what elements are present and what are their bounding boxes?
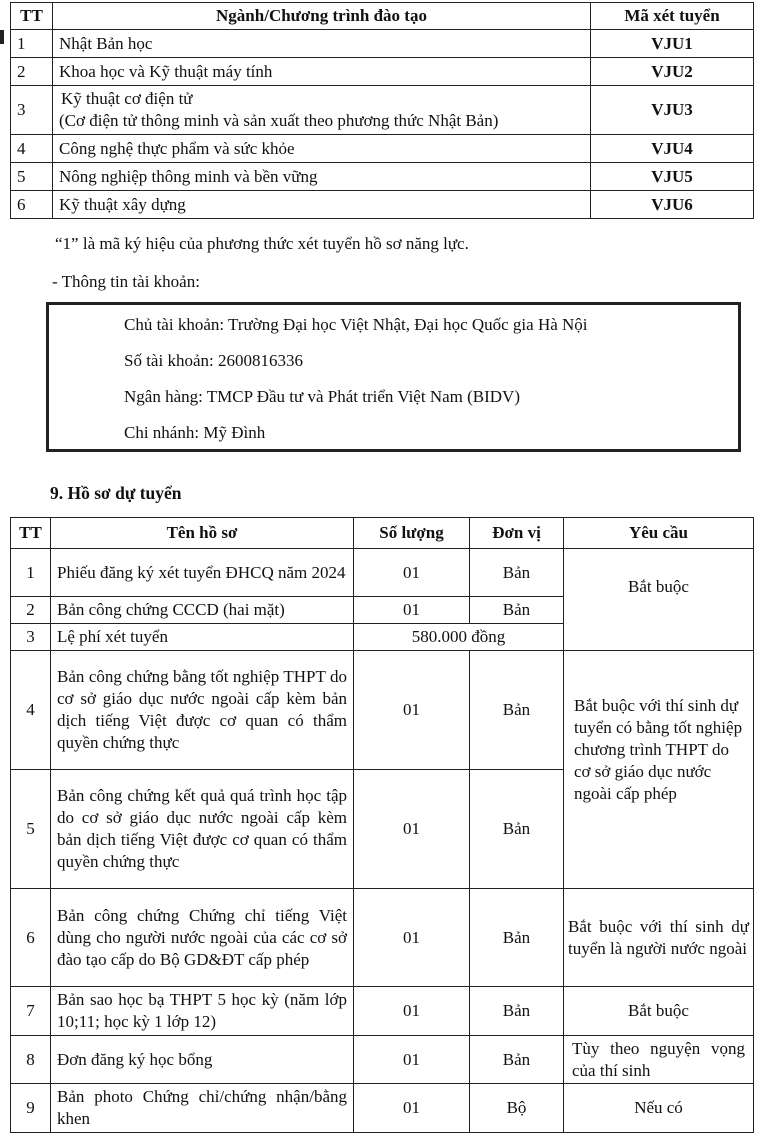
col-header-document: Tên hồ sơ <box>51 518 354 549</box>
document-quantity: 01 <box>354 549 470 597</box>
document-name: Bản công chứng CCCD (hai mặt) <box>51 597 354 624</box>
row-tt: 2 <box>11 58 53 86</box>
col-header-code: Mã xét tuyển <box>591 3 754 30</box>
account-number: Số tài khoản: 2600816336 <box>124 351 303 370</box>
col-header-unit: Đơn vị <box>470 518 564 549</box>
col-header-tt: TT <box>11 518 51 549</box>
program-note: (Cơ điện tử thông minh và sản xuất theo phương thức Nhật Bản) <box>59 111 499 130</box>
document-unit: Bộ <box>470 1084 564 1133</box>
program-name-cell <box>53 86 591 135</box>
document-unit: Bản <box>470 987 564 1036</box>
col-header-tt: TT <box>11 3 53 30</box>
program-code: VJU4 <box>591 135 754 163</box>
col-header-requirement: Yêu cầu <box>564 518 754 549</box>
table-row <box>11 1036 754 1084</box>
document-name: Lệ phí xét tuyển <box>51 624 354 651</box>
document-unit: Bản <box>470 651 564 770</box>
program-name: Kỹ thuật cơ điện tử <box>61 89 193 108</box>
table-row <box>11 889 754 987</box>
col-header-quantity: Số lượng <box>354 518 470 549</box>
table-row <box>11 651 754 770</box>
table-row <box>11 191 754 219</box>
document-unit: Bản <box>470 770 564 889</box>
program-name: Công nghệ thực phẩm và sức khỏe <box>53 135 591 163</box>
document-unit: Bản <box>470 597 564 624</box>
document-name: Bản công chứng Chứng chỉ tiếng Việt dùng cho người nước ngoài của các cơ sở đào tạo cấp do Bộ GD&ĐT cấp phép <box>51 889 354 987</box>
program-code: VJU3 <box>591 86 754 135</box>
table-row <box>11 1084 754 1133</box>
section-title: 9. Hồ sơ dự tuyển <box>50 483 182 503</box>
application-fee: 580.000 đồng <box>354 624 564 651</box>
document-unit: Bản <box>470 549 564 597</box>
program-name: Khoa học và Kỹ thuật máy tính <box>53 58 591 86</box>
programs-table <box>10 2 754 219</box>
table-row <box>11 58 754 86</box>
requirement-cell: Nếu có <box>564 1084 754 1133</box>
document-name: Bản công chứng kết quả quá trình học tập do cơ sở giáo dục nước ngoài cấp kèm bản dịch tiếng Việt được cơ quan có thẩm quyền chứng thực <box>51 770 354 889</box>
row-tt: 2 <box>11 597 51 624</box>
program-code: VJU2 <box>591 58 754 86</box>
row-tt: 3 <box>11 624 51 651</box>
row-tt: 1 <box>11 549 51 597</box>
row-tt: 4 <box>11 651 51 770</box>
requirement-cell: Bắt buộc <box>564 987 754 1036</box>
row-tt: 6 <box>11 191 53 219</box>
row-tt: 8 <box>11 1036 51 1084</box>
table-row <box>11 135 754 163</box>
table-row <box>11 163 754 191</box>
document-name: Bản photo Chứng chỉ/chứng nhận/bằng khen <box>51 1084 354 1133</box>
requirement-cell: Bắt buộc với thí sinh dự tuyển là người nước ngoài <box>564 889 754 987</box>
row-tt: 1 <box>11 30 53 58</box>
program-code: VJU5 <box>591 163 754 191</box>
table-row <box>11 987 754 1036</box>
document-quantity: 01 <box>354 889 470 987</box>
document-name: Bản sao học bạ THPT 5 học kỳ (năm lớp 10;11; học kỳ 1 lớp 12) <box>51 987 354 1036</box>
document-quantity: 01 <box>354 651 470 770</box>
document-quantity: 01 <box>354 770 470 889</box>
table-header-row <box>11 518 754 549</box>
document-quantity: 01 <box>354 597 470 624</box>
account-holder: Chủ tài khoản: Trường Đại học Việt Nhật, Đại học Quốc gia Hà Nội <box>124 315 588 334</box>
table-row <box>11 86 754 135</box>
bank-branch: Chi nhánh: Mỹ Đình <box>124 423 266 442</box>
document-quantity: 01 <box>354 987 470 1036</box>
table-header-row <box>11 3 754 30</box>
requirement-cell: Tùy theo nguyện vọng của thí sinh <box>564 1036 754 1084</box>
table-row <box>11 30 754 58</box>
row-tt: 3 <box>11 86 53 135</box>
row-tt: 5 <box>11 163 53 191</box>
program-code: VJU6 <box>591 191 754 219</box>
document-name: Đơn đăng ký học bổng <box>51 1036 354 1084</box>
account-info-label: - Thông tin tài khoản: <box>52 272 200 291</box>
program-name: Nông nghiệp thông minh và bền vững <box>53 163 591 191</box>
program-name: Kỹ thuật xây dựng <box>53 191 591 219</box>
requirement-cell: Bắt buộc <box>564 549 754 651</box>
program-code: VJU1 <box>591 30 754 58</box>
row-tt: 9 <box>11 1084 51 1133</box>
document-quantity: 01 <box>354 1084 470 1133</box>
document-quantity: 01 <box>354 1036 470 1084</box>
margin-mark <box>0 30 4 44</box>
method-code-note: “1” là mã ký hiệu của phương thức xét tuyển hồ sơ năng lực. <box>55 234 469 253</box>
row-tt: 6 <box>11 889 51 987</box>
col-header-program: Ngành/Chương trình đào tạo <box>53 3 591 30</box>
bank-account-box <box>46 302 741 452</box>
document-unit: Bản <box>470 889 564 987</box>
document-unit: Bản <box>470 1036 564 1084</box>
table-row <box>11 549 754 597</box>
document-name: Phiếu đăng ký xét tuyển ĐHCQ năm 2024 <box>51 549 354 597</box>
document-name: Bản công chứng bằng tốt nghiệp THPT do cơ sở giáo dục nước ngoài cấp kèm bản dịch tiếng Việt được cơ quan có thẩm quyền chứng thực <box>51 651 354 770</box>
row-tt: 7 <box>11 987 51 1036</box>
row-tt: 5 <box>11 770 51 889</box>
row-tt: 4 <box>11 135 53 163</box>
bank-name: Ngân hàng: TMCP Đầu tư và Phát triển Việt Nam (BIDV) <box>124 387 520 406</box>
requirement-cell: Bắt buộc với thí sinh dự tuyển có bằng tốt nghiệp chương trình THPT do cơ sở giáo dục nước ngoài cấp phép <box>564 651 754 889</box>
program-name: Nhật Bản học <box>53 30 591 58</box>
application-documents-table <box>10 517 754 1133</box>
